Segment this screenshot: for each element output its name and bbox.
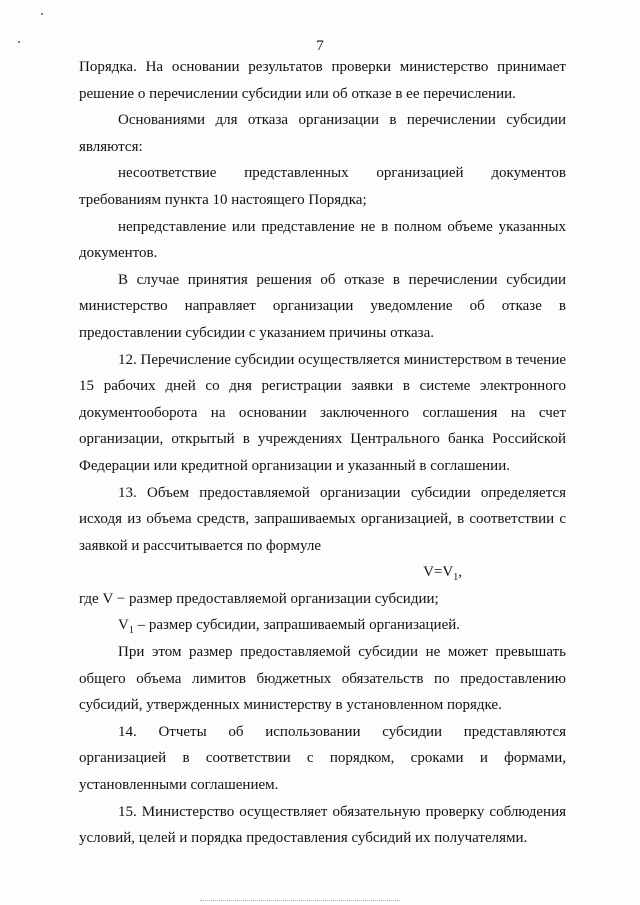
scan-speck xyxy=(41,13,43,15)
paragraph: 12. Перечисление субсидии осуществляется министерством в течение 15 рабочих дней со дня регистрации заявки в системе электронного документооборота на основании заключенного соглашения на счет организации, открытый в учреждениях Центрального банка Российской Федерации или кредитной организации и указанный в соглашении. xyxy=(79,351,566,474)
document-body xyxy=(79,54,566,852)
paragraph: 14. Отчеты об использовании субсидии представляются организацией в соответствии с порядком, сроками и формами, установленными соглашением. xyxy=(79,723,566,794)
paragraph: В случае принятия решения об отказе в перечислении субсидии министерство направляет организации уведомление об отказе в предоставлении субсидии с указанием причины отказа. xyxy=(79,271,566,341)
paragraph: Основаниями для отказа организации в перечислении субсидии являются: xyxy=(79,112,566,155)
paragraph: Порядка. На основании результатов проверки министерство принимает решение о перечислении субсидии или об отказе в ее перечислении. xyxy=(79,59,566,102)
v1-subscript: 1 xyxy=(128,625,134,637)
formula xyxy=(79,559,566,586)
formula-tail: , xyxy=(458,564,462,581)
paragraph: При этом размер предоставляемой субсидии не может превышать общего объема лимитов бюджетных обязательств по предоставлению субсидий, утвержденных министерству в установленном порядке. xyxy=(79,644,566,714)
formula-subscript: 1 xyxy=(453,572,459,584)
scan-edge-dots xyxy=(200,898,400,901)
formula-lhs: V=V xyxy=(423,564,454,581)
paragraph: несоответствие представленных организацией документов требованиям пункта 10 настоящего Порядка; xyxy=(79,165,566,208)
paragraph: 15. Министерство осуществляет обязательную проверку соблюдения условий, целей и порядка предоставления субсидий их получателями. xyxy=(79,803,566,847)
page-number: 7 xyxy=(316,38,324,54)
v1-text: – размер субсидии, запрашиваемый организацией. xyxy=(133,617,461,634)
paragraph: непредставление или представление не в полном объеме указанных документов. xyxy=(79,218,566,262)
definition-v: где V − размер предоставляемой организации субсидии; xyxy=(79,590,439,607)
definition-v1 xyxy=(79,612,566,639)
paragraph: 13. Объем предоставляемой организации субсидии определяется исходя из объема средств, запрашиваемых организацией, в соответствии с заявкой и рассчитывается по формуле xyxy=(79,484,566,554)
v1-symbol: V xyxy=(118,617,129,634)
